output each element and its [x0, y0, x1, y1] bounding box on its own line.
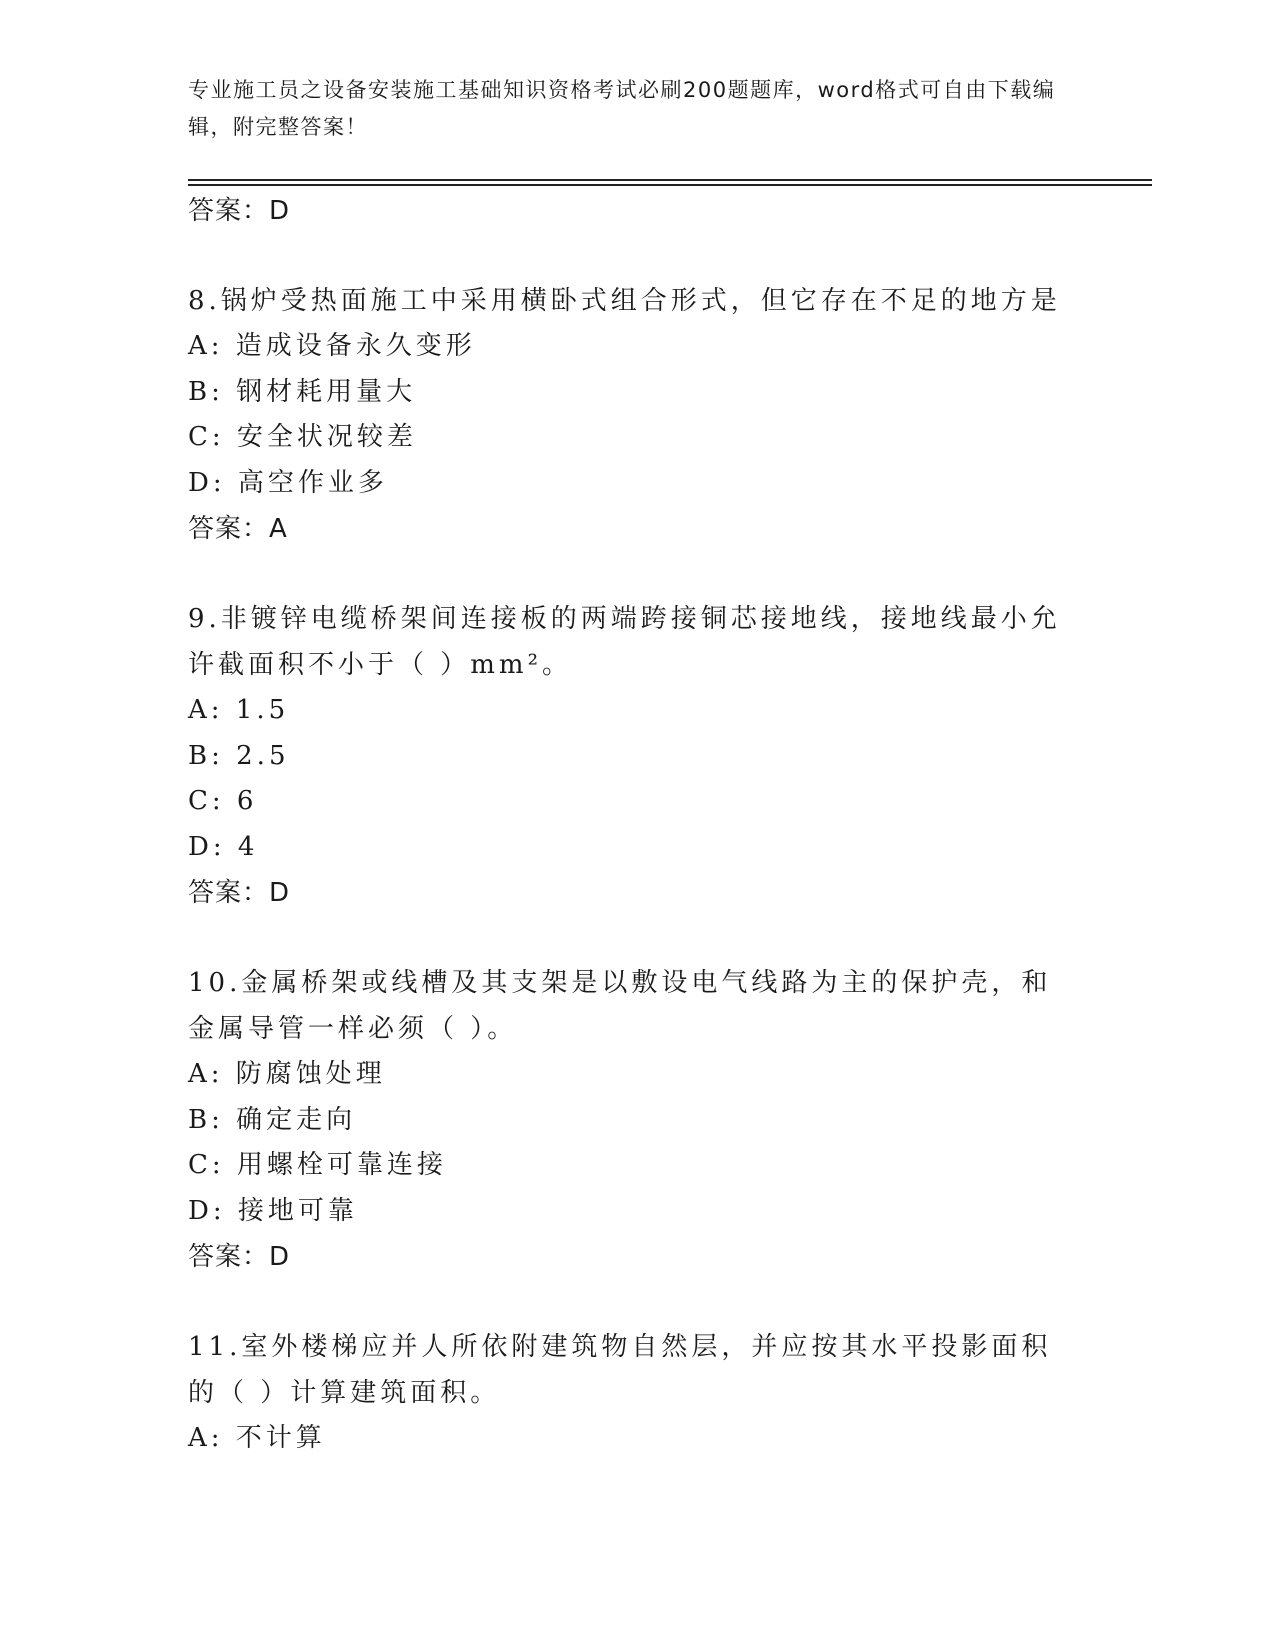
header-divider-top: [188, 179, 1152, 181]
answer-label: 答案：D: [188, 878, 291, 908]
document-header: 专业施工员之设备安装施工基础知识资格考试必刷200题题库，word格式可自由下载编辑，附完整答案！: [188, 78, 1056, 139]
option-c: C: 6: [188, 786, 258, 816]
option-d: D: 高空作业多: [188, 467, 388, 498]
option-a: A: 造成设备永久变形: [188, 331, 476, 361]
option-a: A: 不计算: [188, 1423, 326, 1453]
option-d: D: 4: [188, 831, 259, 862]
answer-label: 答案：D: [188, 1242, 291, 1272]
answer-label: 答案：D: [188, 196, 291, 226]
question-text: 8.锅炉受热面施工中采用横卧式组合形式，但它存在不足的地方是: [188, 286, 1061, 316]
option-b: B: 确定走向: [188, 1104, 357, 1135]
header-divider-bottom: [188, 184, 1152, 186]
option-c: C: 安全状况较差: [188, 422, 417, 452]
option-d: D: 接地可靠: [188, 1195, 358, 1226]
option-a: A: 防腐蚀处理: [188, 1059, 386, 1089]
option-b: B: 钢材耗用量大: [188, 376, 417, 407]
question-text: 11.室外楼梯应并人所依附建筑物自然层，并应按其水平投影面积的（ ）计算建筑面积。: [188, 1332, 1052, 1408]
question-9: [188, 596, 1068, 916]
question-8: [188, 278, 1068, 552]
answer-label: 答案：A: [188, 514, 288, 544]
question-10: [188, 960, 1068, 1280]
option-b: B: 2.5: [188, 740, 290, 771]
question-list: [188, 188, 1068, 1462]
option-c: C: 用螺栓可靠连接: [188, 1150, 447, 1180]
question-11: [188, 1324, 1068, 1462]
question-text: 10.金属桥架或线槽及其支架是以敷设电气线路为主的保护壳，和金属导管一样必须（ ）。: [188, 968, 1052, 1044]
option-a: A: 1.5: [188, 695, 290, 725]
question-text: 9.非镀锌电缆桥架间连接板的两端跨接铜芯接地线，接地线最小允许截面积不小于（ ）mm²。: [188, 604, 1061, 680]
